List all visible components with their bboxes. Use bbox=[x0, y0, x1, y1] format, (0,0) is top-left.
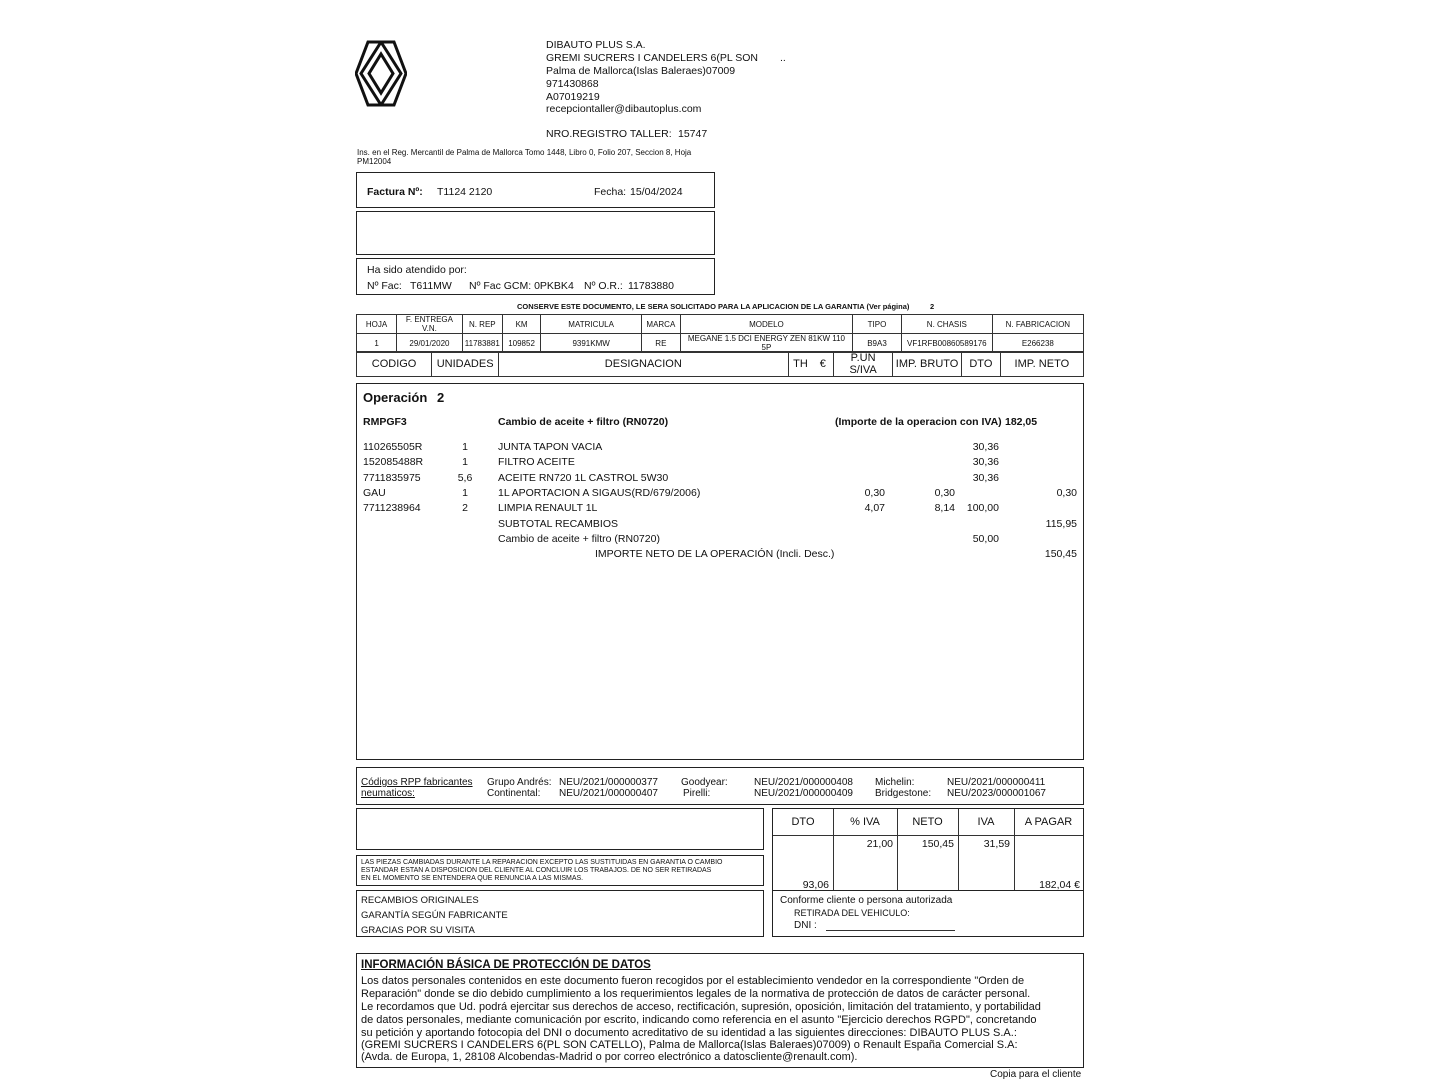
company-phone: 971430868 bbox=[546, 78, 599, 90]
company-dots: .. bbox=[780, 52, 786, 64]
item-desc: FILTRO ACEITE bbox=[498, 456, 575, 468]
gcm-label: Nº Fac GCM: 0PKBK4 bbox=[469, 280, 574, 292]
vehicle-value-row bbox=[357, 334, 1084, 353]
vh-fentrega: F. ENTREGA V.N. bbox=[397, 315, 463, 334]
company-cif: A07019219 bbox=[546, 91, 600, 103]
or-value: 11783880 bbox=[628, 280, 674, 292]
vh-modelo: MODELO bbox=[680, 315, 852, 334]
company-name: DIBAUTO PLUS S.A. bbox=[546, 39, 646, 51]
item-qty: 1 bbox=[462, 441, 468, 453]
conserve-page: 2 bbox=[930, 302, 935, 311]
totals-iva: 31,59 bbox=[983, 838, 1010, 850]
mercantil-line2: PM12004 bbox=[357, 157, 392, 166]
item-dto: 100,00 bbox=[966, 502, 999, 514]
item-desc: ACEITE RN720 1L CASTROL 5W30 bbox=[498, 472, 669, 484]
item-desc: JUNTA TAPON VACIA bbox=[498, 441, 603, 453]
privacy-line: de datos personales, mediante comunicación por escrito, indicando como referencia en el asunto "Ejercicio derechos RGPD", concretando bbox=[361, 1014, 1037, 1026]
item-dto: 30,36 bbox=[972, 472, 999, 484]
vv-matricula: 9391KMW bbox=[541, 334, 642, 353]
piezas-box bbox=[356, 855, 764, 886]
signature-box bbox=[772, 890, 1084, 937]
registro-value: 15747 bbox=[678, 128, 708, 140]
privacy-line: Le recordamos que Ud. podrá ejercitar sus derechos de acceso, rectificación, supresión, oposición, limitación del tratamiento, y portabilidad bbox=[361, 1001, 1041, 1013]
vh-matricula: MATRICULA bbox=[541, 315, 642, 334]
company-city: Palma de Mallorca(Islas Baleraes)07009 bbox=[546, 65, 736, 77]
rpp-michelin-value: NEU/2021/000000411 bbox=[947, 777, 1046, 788]
item-qty: 2 bbox=[462, 502, 468, 514]
col-unidades: UNIDADES bbox=[432, 352, 499, 377]
rpp-label2: neumaticos: bbox=[361, 788, 415, 799]
privacy-line: (GREMI SUCRERS I CANDELERS 6(PL SON CATELLO), Palma de Mallorca(Islas Baleraes)07009) o Renault España Comercial S.A: bbox=[361, 1039, 1018, 1051]
neto-operation-label: IMPORTE NETO DE LA OPERACIÓN (Incli. Desc.) bbox=[595, 548, 835, 560]
vv-nrep: 11783881 bbox=[462, 334, 502, 353]
items-header-row bbox=[357, 352, 1084, 377]
operation-number: 2 bbox=[437, 390, 445, 405]
rpp-michelin: Michelin: bbox=[875, 777, 915, 788]
item-code: 110265505R bbox=[363, 441, 423, 453]
privacy-line: Reparación" donde se dio debido cumplimiento a los requerimientos legales de la normativa de protección de datos de carácter personal. bbox=[361, 988, 1031, 1000]
vv-modelo: MEGANE 1.5 DCI ENERGY ZEN 81KW 110 5P bbox=[680, 334, 852, 353]
factura-box bbox=[356, 172, 715, 208]
rpp-bridgestone-value: NEU/2023/000001067 bbox=[947, 788, 1046, 799]
totals-box bbox=[772, 808, 1084, 891]
privacy-title: INFORMACIÓN BÁSICA DE PROTECCIÓN DE DATOS bbox=[361, 959, 651, 971]
totals-ivapct: 21,00 bbox=[866, 838, 893, 850]
gracias-text: GRACIAS POR SU VISITA bbox=[361, 925, 475, 936]
retirada-text: RETIRADA DEL VEHICULO: bbox=[794, 908, 910, 918]
mercantil-line1: Ins. en el Reg. Mercantil de Palma de Mallorca Tomo 1448, Libro 0, Folio 207, Seccion 8, Hoja bbox=[357, 148, 692, 157]
company-email: recepciontaller@dibautoplus.com bbox=[546, 103, 702, 115]
rpp-goodyear: Goodyear: bbox=[681, 777, 728, 788]
privacy-box bbox=[356, 953, 1084, 1068]
item-qty: 1 bbox=[462, 456, 468, 468]
item-code: GAU bbox=[363, 487, 386, 499]
neto-operation-value: 150,45 bbox=[1044, 548, 1077, 560]
labor-value: 50,00 bbox=[972, 533, 999, 545]
fecha-value: 15/04/2024 bbox=[630, 186, 683, 198]
vv-fabricacion: E266238 bbox=[992, 334, 1083, 353]
rpp-bridgestone: Bridgestone: bbox=[875, 788, 932, 799]
operation-importe-label: (Importe de la operacion con IVA) bbox=[835, 416, 1002, 428]
conforme-text: Conforme cliente o persona autorizada bbox=[780, 895, 953, 906]
totals-dto-header: DTO bbox=[791, 816, 815, 828]
company-address: GREMI SUCRERS I CANDELERS 6(PL SON bbox=[546, 52, 758, 64]
item-code: 7711835975 bbox=[363, 472, 421, 484]
col-dto: DTO bbox=[962, 352, 1001, 377]
operation-desc: Cambio de aceite + filtro (RN0720) bbox=[498, 416, 669, 428]
vh-hoja: HOJA bbox=[357, 315, 397, 334]
piezas-line2: ESTANDAR ESTAN A DISPOSICION DEL CLIENTE AL CONCLUIR LOS TRABAJOS. DE NO SER RETIRADAS bbox=[361, 867, 712, 874]
totals-pagar-header: A PAGAR bbox=[1024, 816, 1073, 828]
items-header-table bbox=[356, 351, 1084, 377]
operation-code: RMPGF3 bbox=[363, 416, 407, 428]
rpp-continental: Continental: bbox=[487, 788, 541, 799]
rpp-pirelli: Pirelli: bbox=[683, 788, 711, 799]
vh-tipo: TIPO bbox=[853, 315, 902, 334]
vv-marca: RE bbox=[641, 334, 680, 353]
piezas-line1: LAS PIEZAS CAMBIADAS DURANTE LA REPARACION EXCEPTO LAS SUSTITUIDAS EN GARANTIA O CAMBIO bbox=[361, 859, 723, 866]
notes-box bbox=[356, 808, 764, 850]
col-euro: € bbox=[812, 352, 833, 377]
piezas-line3: EN EL MOMENTO SE ENTENDERA QUE RENUNCIA A LAS MISMAS. bbox=[361, 875, 584, 882]
footer-copy: Copia para el cliente bbox=[990, 1069, 1082, 1080]
rpp-pirelli-value: NEU/2021/000000409 bbox=[754, 788, 853, 799]
subtotal-label: SUBTOTAL RECAMBIOS bbox=[498, 518, 618, 530]
vv-fentrega: 29/01/2020 bbox=[397, 334, 463, 353]
rpp-continental-value: NEU/2021/000000407 bbox=[559, 788, 658, 799]
item-bruto: 0,30 bbox=[934, 487, 955, 499]
privacy-line: Los datos personales contenidos en este documento fueron recogidos por el establecimiento vendedor en la correspondiente "Orden de bbox=[361, 975, 1025, 987]
vv-km: 109852 bbox=[502, 334, 541, 353]
rpp-grupo-andres-value: NEU/2021/000000377 bbox=[559, 777, 658, 788]
recambios-box bbox=[356, 890, 764, 937]
col-th: TH bbox=[788, 352, 812, 377]
factura-number: T1124 2120 bbox=[437, 186, 493, 198]
nfac-value: T611MW bbox=[410, 280, 452, 292]
nfac-label: Nº Fac: bbox=[367, 280, 402, 292]
subtotal-value: 115,95 bbox=[1045, 518, 1077, 530]
item-bruto: 8,14 bbox=[934, 502, 955, 514]
item-code: 7711238964 bbox=[363, 502, 421, 514]
vh-fabricacion: N. FABRICACION bbox=[992, 315, 1083, 334]
vv-tipo: B9A3 bbox=[853, 334, 902, 353]
totals-iva-header: IVA bbox=[977, 816, 995, 828]
col-pun: P.UN S/IVA bbox=[834, 352, 893, 377]
operation-importe-value: 182,05 bbox=[1005, 416, 1038, 428]
totals-neto: 150,45 bbox=[921, 838, 954, 850]
fecha-label: Fecha: bbox=[594, 186, 627, 198]
conserve-notice: CONSERVE ESTE DOCUMENTO, LE SERA SOLICITADO PARA LA APLICACION DE LA GARANTIA (Ver página) bbox=[517, 302, 910, 311]
item-qty: 1 bbox=[462, 487, 468, 499]
factura-label: Factura Nº: bbox=[367, 186, 423, 198]
vehicle-header-row bbox=[357, 315, 1084, 334]
garantia-text: GARANTÍA SEGÚN FABRICANTE bbox=[361, 910, 508, 921]
item-code: 152085488R bbox=[363, 456, 424, 468]
operation-box bbox=[356, 383, 1084, 760]
item-neto: 0,30 bbox=[1056, 487, 1077, 499]
atendido-label: Ha sido atendido por: bbox=[367, 264, 467, 276]
labor-desc: Cambio de aceite + filtro (RN0720) bbox=[498, 533, 660, 545]
registro-label: NRO.REGISTRO TALLER: bbox=[546, 128, 672, 140]
item-dto: 30,36 bbox=[972, 456, 999, 468]
vh-km: KM bbox=[502, 315, 541, 334]
vh-marca: MARCA bbox=[641, 315, 680, 334]
item-qty: 5,6 bbox=[457, 472, 473, 484]
vehicle-table bbox=[356, 314, 1084, 353]
vv-hoja: 1 bbox=[357, 334, 397, 353]
rpp-label1: Códigos RPP fabricantes bbox=[361, 777, 473, 788]
col-neto: IMP. NETO bbox=[1000, 352, 1083, 377]
col-designacion: DESIGNACION bbox=[499, 352, 788, 377]
item-desc: LIMPIA RENAULT 1L bbox=[498, 502, 598, 514]
item-pun: 4,07 bbox=[864, 502, 885, 514]
renault-logo bbox=[355, 40, 407, 107]
rpp-box bbox=[356, 767, 1084, 805]
item-pun: 0,30 bbox=[864, 487, 885, 499]
totals-ivapct-header: % IVA bbox=[850, 816, 880, 828]
atendido-box bbox=[356, 258, 715, 295]
rpp-goodyear-value: NEU/2021/000000408 bbox=[754, 777, 853, 788]
blank-box bbox=[356, 211, 715, 255]
vv-chasis: VF1RFB00860589176 bbox=[901, 334, 992, 353]
operation-title: Operación bbox=[363, 390, 428, 405]
item-desc: 1L APORTACION A SIGAUS(RD/679/2006) bbox=[498, 487, 701, 499]
privacy-line: (Avda. de Europa, 1, 28108 Alcobendas-Madrid o por correo electrónico a datoscliente@renault.com). bbox=[361, 1051, 858, 1063]
dni-label: DNI : bbox=[794, 920, 817, 931]
vh-nrep: N. REP bbox=[462, 315, 502, 334]
totals-dto: 93,06 bbox=[802, 879, 829, 891]
item-dto: 30,36 bbox=[972, 441, 999, 453]
privacy-line: su petición y aportando fotocopia del DNI o documento acreditativo de su identidad a las siguientes direcciones: DIBAUTO PLUS S.A.: bbox=[361, 1027, 1017, 1039]
or-label: Nº O.R.: bbox=[584, 280, 623, 292]
totals-neto-header: NETO bbox=[912, 816, 943, 828]
col-codigo: CODIGO bbox=[357, 352, 432, 377]
totals-pagar: 182,04 € bbox=[1039, 879, 1080, 891]
col-bruto: IMP. BRUTO bbox=[893, 352, 962, 377]
vh-chasis: N. CHASIS bbox=[901, 315, 992, 334]
dni-line bbox=[826, 930, 955, 931]
recambios-text: RECAMBIOS ORIGINALES bbox=[361, 895, 479, 906]
rpp-grupo-andres: Grupo Andrés: bbox=[487, 777, 552, 788]
